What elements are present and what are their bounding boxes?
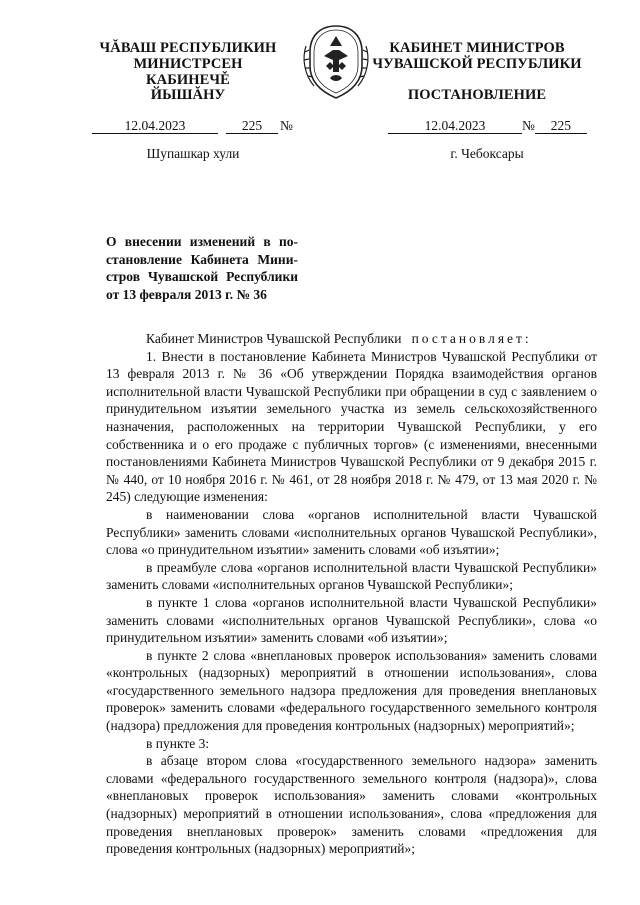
body-paragraph: в абзаце втором слова «государственного земельного надзора» заменить словами «федерального государственного земельного контроля (надзора)», слова «внеплановых проверок использования» заменить словами «контрольных (надзорных) мероприятий в отношении использования», слова «предложения для проведения внеплановых проверок» заменить словами «предложения для проведения контрольных (надзорных) мероприятий»; <box>106 753 597 857</box>
intro-paragraph <box>106 330 597 348</box>
body-paragraph: в пункте 3: <box>146 735 210 751</box>
intro-verb: постановляет: <box>411 331 532 346</box>
right-place-name: г. Чебоксары <box>450 146 524 161</box>
left-number-sign: № <box>280 118 293 133</box>
chuvash-emblem-icon <box>300 22 372 102</box>
intro-subject: Кабинет Министров Чувашской Республики <box>146 331 402 346</box>
title-line: стров Чувашской Республики <box>106 269 298 285</box>
left-place-name: Шупашкар хули <box>146 146 240 161</box>
right-number-sign: № <box>522 118 535 133</box>
right-number: 225 <box>535 119 587 134</box>
document-body <box>106 330 597 858</box>
body-paragraph: в пункте 1 слова «органов исполнительной власти Чувашской Республики» заменить словами «исполнительных органов Чувашской Республики», слова «о принудительном изъятии» заменить словами «об изъятии»; <box>106 594 597 646</box>
right-document-type: ПОСТАНОВЛЕНИЕ <box>407 87 547 103</box>
left-number: 225 <box>226 119 278 134</box>
body-paragraph: в преамбуле слова «органов исполнительной власти Чувашской Республики» заменить словами «исполнительных органов Чувашской Республики»; <box>106 559 597 593</box>
document-title <box>106 233 298 303</box>
left-date: 12.04.2023 <box>92 119 218 134</box>
left-document-type: ЙЫШĂНУ <box>150 87 226 103</box>
title-line: О внесении изменений в по- <box>106 234 298 249</box>
left-organization-name <box>98 40 278 88</box>
right-date: 12.04.2023 <box>388 119 522 134</box>
right-organization-name <box>372 40 582 72</box>
title-line: от 13 февраля 2013 г. № 36 <box>106 286 267 302</box>
left-org-line-2: МИНИСТРСЕН КАБИНЕЧĚ <box>133 56 243 88</box>
body-paragraph: в пункте 2 слова «внеплановых проверок использования» заменить словами «контрольных (надзорных) мероприятий в отношении использования», слова «государственного земельного надзора предложения для проведения внеплановых проверок» заменить словами «федерального государственного земельного контроля (надзора) предложения для проведения контрольных (надзорных) мероприятий»; <box>106 647 597 734</box>
title-line: становление Кабинета Мини- <box>106 251 298 267</box>
right-date-number-row <box>388 119 587 134</box>
left-date-number-row <box>92 119 293 134</box>
right-org-line-2: ЧУВАШСКОЙ РЕСПУБЛИКИ <box>372 56 582 72</box>
body-paragraph: в наименовании слова «органов исполнительной власти Чувашской Республики» заменить словами «исполнительных органов Чувашской Республики», слова «о принудительном изъятии» заменить словами «об изъятии»; <box>106 506 597 558</box>
body-paragraph: 1. Внести в постановление Кабинета Министров Чувашской Республики от 13 февраля 2013 г. № 36 «Об утверждении Порядка взаимодействия органов исполнительной власти Чувашской Республики при обращении в суд с заявлением о принудительном изъятии земельного участка из земель сельскохозяйственного назначения, расположенных на территории Чувашской Республики, у его собственника и о его продаже с публичных торгов» (с изменениями, внесенными постановлениями Кабинета Министров Чувашской Республики от 9 декабря 2015 г. № 440, от 10 ноября 2016 г. № 461, от 28 ноября 2018 г. № 479, от 13 мая 2020 г. № 245) следующие изменения: <box>106 348 597 505</box>
left-org-line-1: ЧĂВАШ РЕСПУБЛИКИН <box>99 40 277 56</box>
right-org-line-1: КАБИНЕТ МИНИСТРОВ <box>389 40 565 56</box>
